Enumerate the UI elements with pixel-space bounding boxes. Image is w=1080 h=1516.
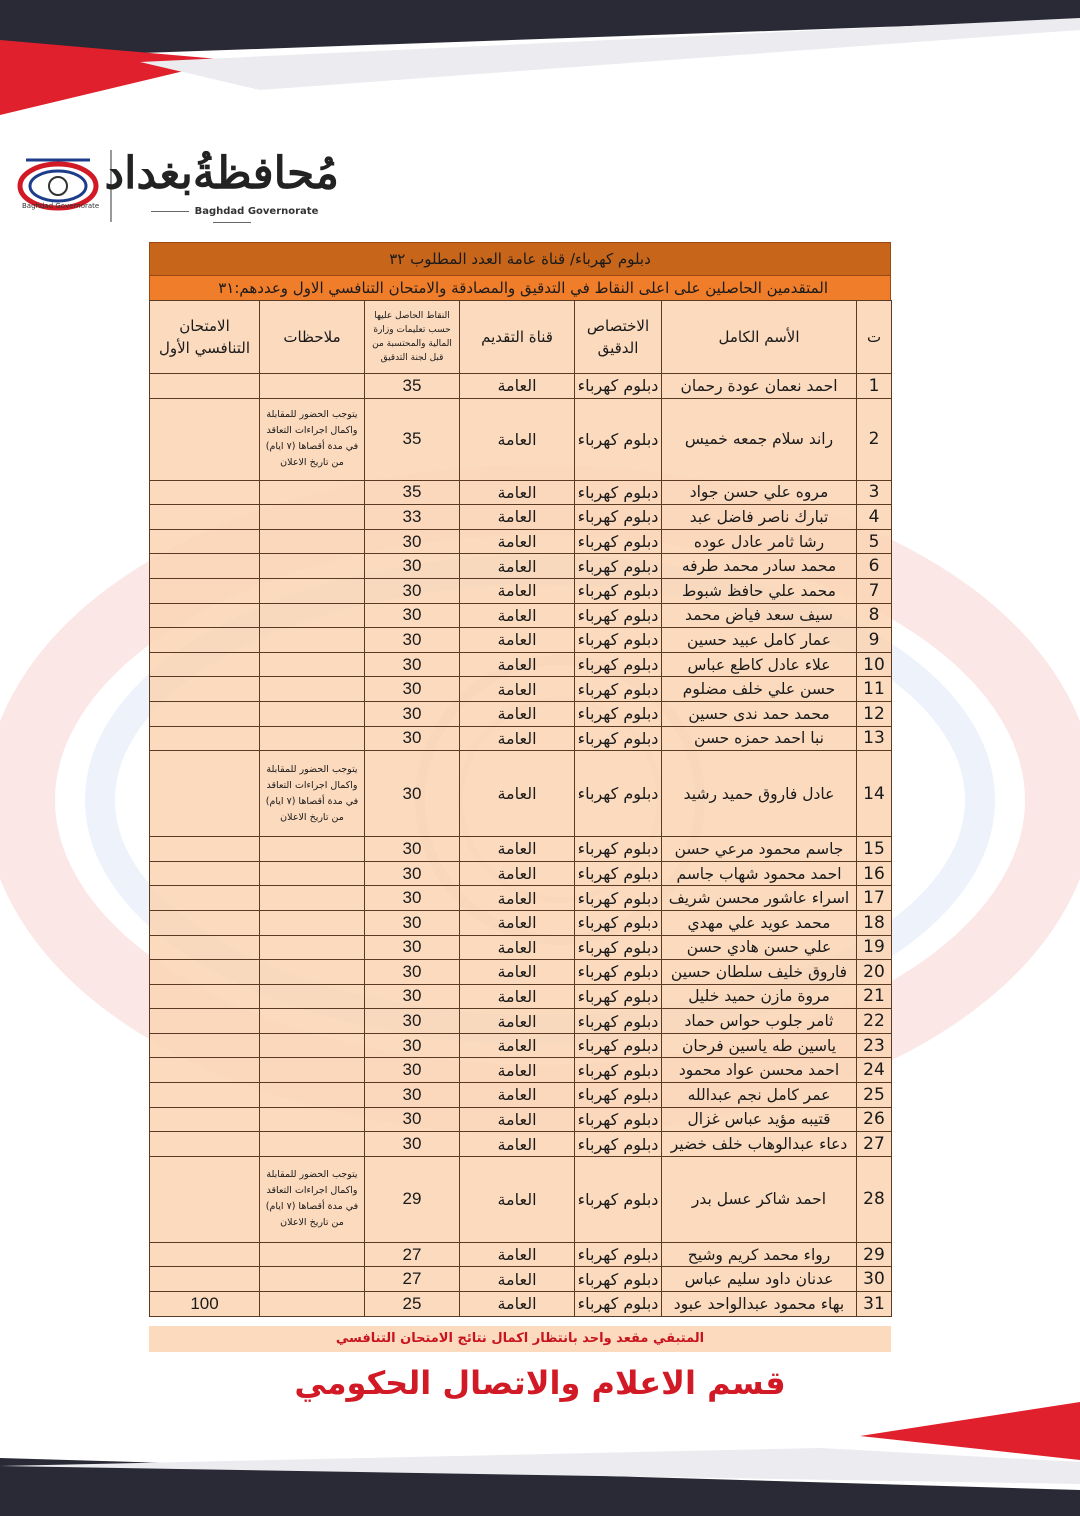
cell-points: 30 bbox=[365, 910, 460, 935]
cell-specialization: دبلوم كهرباء bbox=[575, 701, 662, 726]
cell-exam bbox=[150, 701, 260, 726]
table-row bbox=[150, 1267, 892, 1292]
cell-seq: 10 bbox=[857, 652, 892, 677]
cell-seq: 25 bbox=[857, 1083, 892, 1108]
cell-channel: العامة bbox=[460, 374, 575, 399]
cell-seq: 12 bbox=[857, 701, 892, 726]
cell-channel: العامة bbox=[460, 398, 575, 480]
cell-specialization: دبلوم كهرباء bbox=[575, 480, 662, 505]
cell-specialization: دبلوم كهرباء bbox=[575, 960, 662, 985]
cell-name: عادل فاروق حميد رشيد bbox=[662, 751, 857, 837]
cell-note bbox=[260, 1033, 365, 1058]
cell-specialization: دبلوم كهرباء bbox=[575, 984, 662, 1009]
cell-exam bbox=[150, 628, 260, 653]
cell-name: حسن علي خلف مضلوم bbox=[662, 677, 857, 702]
cell-exam bbox=[150, 1267, 260, 1292]
header-channel: قناة التقديم bbox=[460, 301, 575, 374]
cell-specialization: دبلوم كهرباء bbox=[575, 677, 662, 702]
table-row bbox=[150, 1083, 892, 1108]
cell-specialization: دبلوم كهرباء bbox=[575, 603, 662, 628]
cell-points: 27 bbox=[365, 1242, 460, 1267]
header-name: الأسم الكامل bbox=[662, 301, 857, 374]
cell-specialization: دبلوم كهرباء bbox=[575, 726, 662, 751]
cell-points: 30 bbox=[365, 1083, 460, 1108]
table-row bbox=[150, 751, 892, 837]
table-row bbox=[150, 578, 892, 603]
cell-specialization: دبلوم كهرباء bbox=[575, 1242, 662, 1267]
table-row bbox=[150, 529, 892, 554]
cell-seq: 19 bbox=[857, 935, 892, 960]
cell-note bbox=[260, 1107, 365, 1132]
cell-channel: العامة bbox=[460, 1292, 575, 1317]
cell-note bbox=[260, 505, 365, 530]
cell-exam bbox=[150, 1058, 260, 1083]
header-points: النقاط الحاصل عليها حسب تعليمات وزارة المالية والمحتسبة من قبل لجنة التدقيق bbox=[365, 301, 460, 374]
cell-seq: 7 bbox=[857, 578, 892, 603]
brand-arabic-title: مُحافظةُبغداد bbox=[104, 148, 339, 199]
cell-name: عمر كامل نجم عبدالله bbox=[662, 1083, 857, 1108]
cell-channel: العامة bbox=[460, 505, 575, 530]
cell-channel: العامة bbox=[460, 726, 575, 751]
cell-specialization: دبلوم كهرباء bbox=[575, 652, 662, 677]
cell-name: جاسم محمود مرعي حسن bbox=[662, 837, 857, 862]
cell-exam bbox=[150, 751, 260, 837]
table-row bbox=[150, 861, 892, 886]
cell-name: ياسين طه ياسين فرحان bbox=[662, 1033, 857, 1058]
cell-channel: العامة bbox=[460, 603, 575, 628]
cell-note bbox=[260, 480, 365, 505]
cell-name: عمار كامل عبيد حسين bbox=[662, 628, 857, 653]
cell-specialization: دبلوم كهرباء bbox=[575, 751, 662, 837]
cell-seq: 28 bbox=[857, 1156, 892, 1242]
table-header-row bbox=[150, 301, 892, 374]
cell-name: محمد سادر محمد طرفه bbox=[662, 554, 857, 579]
cell-exam bbox=[150, 837, 260, 862]
cell-channel: العامة bbox=[460, 837, 575, 862]
results-table bbox=[149, 300, 892, 1317]
table-row bbox=[150, 1009, 892, 1034]
cell-channel: العامة bbox=[460, 910, 575, 935]
cell-note bbox=[260, 374, 365, 399]
cell-channel: العامة bbox=[460, 1083, 575, 1108]
cell-name: علي حسن هادي حسن bbox=[662, 935, 857, 960]
cell-name: راند سلام جمعه خميس bbox=[662, 398, 857, 480]
cell-seq: 9 bbox=[857, 628, 892, 653]
table-body bbox=[150, 374, 892, 1317]
cell-points: 30 bbox=[365, 837, 460, 862]
cell-seq: 26 bbox=[857, 1107, 892, 1132]
table-row bbox=[150, 398, 892, 480]
bottom-decorative-band bbox=[0, 1396, 1080, 1516]
table-row bbox=[150, 1292, 892, 1317]
cell-seq: 1 bbox=[857, 374, 892, 399]
cell-specialization: دبلوم كهرباء bbox=[575, 935, 662, 960]
cell-name: محمد عويد علي مهدي bbox=[662, 910, 857, 935]
cell-exam bbox=[150, 554, 260, 579]
cell-specialization: دبلوم كهرباء bbox=[575, 1033, 662, 1058]
cell-points: 30 bbox=[365, 1033, 460, 1058]
cell-seq: 20 bbox=[857, 960, 892, 985]
cell-note bbox=[260, 628, 365, 653]
cell-channel: العامة bbox=[460, 1132, 575, 1157]
seal-caption: Baghdad Governorate bbox=[22, 202, 100, 210]
cell-exam bbox=[150, 726, 260, 751]
cell-specialization: دبلوم كهرباء bbox=[575, 1132, 662, 1157]
cell-exam bbox=[150, 677, 260, 702]
cell-points: 30 bbox=[365, 1107, 460, 1132]
cell-note bbox=[260, 1009, 365, 1034]
cell-seq: 6 bbox=[857, 554, 892, 579]
cell-exam bbox=[150, 578, 260, 603]
cell-seq: 21 bbox=[857, 984, 892, 1009]
cell-points: 27 bbox=[365, 1267, 460, 1292]
table-row bbox=[150, 505, 892, 530]
header-exam: الامتحان التنافسي الأول bbox=[150, 301, 260, 374]
cell-seq: 5 bbox=[857, 529, 892, 554]
cell-name: نبا احمد حمزه حسن bbox=[662, 726, 857, 751]
cell-specialization: دبلوم كهرباء bbox=[575, 886, 662, 911]
cell-exam bbox=[150, 1132, 260, 1157]
cell-channel: العامة bbox=[460, 861, 575, 886]
cell-exam bbox=[150, 1156, 260, 1242]
cell-note bbox=[260, 701, 365, 726]
cell-channel: العامة bbox=[460, 677, 575, 702]
cell-specialization: دبلوم كهرباء bbox=[575, 1156, 662, 1242]
cell-seq: 2 bbox=[857, 398, 892, 480]
table-row bbox=[150, 910, 892, 935]
cell-note bbox=[260, 984, 365, 1009]
cell-channel: العامة bbox=[460, 529, 575, 554]
table-row bbox=[150, 603, 892, 628]
cell-specialization: دبلوم كهرباء bbox=[575, 1058, 662, 1083]
cell-seq: 27 bbox=[857, 1132, 892, 1157]
cell-channel: العامة bbox=[460, 1107, 575, 1132]
header-notes: ملاحظات bbox=[260, 301, 365, 374]
cell-points: 30 bbox=[365, 886, 460, 911]
cell-channel: العامة bbox=[460, 751, 575, 837]
cell-name: اسراء عاشور محسن شريف bbox=[662, 886, 857, 911]
table-row bbox=[150, 726, 892, 751]
cell-channel: العامة bbox=[460, 1156, 575, 1242]
cell-name: احمد شاكر عسل بدر bbox=[662, 1156, 857, 1242]
cell-channel: العامة bbox=[460, 652, 575, 677]
cell-exam bbox=[150, 861, 260, 886]
cell-seq: 17 bbox=[857, 886, 892, 911]
cell-channel: العامة bbox=[460, 935, 575, 960]
table-row bbox=[150, 374, 892, 399]
cell-note bbox=[260, 886, 365, 911]
cell-points: 30 bbox=[365, 861, 460, 886]
cell-specialization: دبلوم كهرباء bbox=[575, 374, 662, 399]
cell-points: 35 bbox=[365, 480, 460, 505]
cell-specialization: دبلوم كهرباء bbox=[575, 910, 662, 935]
table-row bbox=[150, 1242, 892, 1267]
cell-channel: العامة bbox=[460, 554, 575, 579]
cell-note bbox=[260, 1083, 365, 1108]
cell-name: رشا ثامر عادل عوده bbox=[662, 529, 857, 554]
cell-points: 30 bbox=[365, 960, 460, 985]
cell-channel: العامة bbox=[460, 1058, 575, 1083]
table-row bbox=[150, 1058, 892, 1083]
cell-seq: 30 bbox=[857, 1267, 892, 1292]
cell-note bbox=[260, 1292, 365, 1317]
cell-seq: 11 bbox=[857, 677, 892, 702]
cell-points: 25 bbox=[365, 1292, 460, 1317]
cell-channel: العامة bbox=[460, 1267, 575, 1292]
cell-name: تبارك ناصر فاضل عبد bbox=[662, 505, 857, 530]
cell-points: 30 bbox=[365, 603, 460, 628]
cell-points: 29 bbox=[365, 1156, 460, 1242]
cell-exam bbox=[150, 505, 260, 530]
cell-name: محمد حمد ندى حسين bbox=[662, 701, 857, 726]
results-table-container bbox=[149, 242, 891, 1317]
cell-points: 35 bbox=[365, 398, 460, 480]
cell-points: 30 bbox=[365, 628, 460, 653]
cell-channel: العامة bbox=[460, 628, 575, 653]
cell-specialization: دبلوم كهرباء bbox=[575, 1267, 662, 1292]
cell-channel: العامة bbox=[460, 701, 575, 726]
cell-name: احمد نعمان عودة رحمان bbox=[662, 374, 857, 399]
cell-name: فاروق خليف سلطان حسين bbox=[662, 960, 857, 985]
cell-name: سيف سعد فياض محمد bbox=[662, 603, 857, 628]
cell-specialization: دبلوم كهرباء bbox=[575, 398, 662, 480]
cell-specialization: دبلوم كهرباء bbox=[575, 505, 662, 530]
header-seq: ت bbox=[857, 301, 892, 374]
cell-seq: 13 bbox=[857, 726, 892, 751]
table-row bbox=[150, 1156, 892, 1242]
table-row bbox=[150, 837, 892, 862]
cell-name: مروة مازن حميد خليل bbox=[662, 984, 857, 1009]
cell-note bbox=[260, 1132, 365, 1157]
cell-points: 30 bbox=[365, 1009, 460, 1034]
table-row bbox=[150, 1033, 892, 1058]
cell-points: 33 bbox=[365, 505, 460, 530]
cell-name: عدنان داود سليم عباس bbox=[662, 1267, 857, 1292]
table-row bbox=[150, 652, 892, 677]
table-row bbox=[150, 1107, 892, 1132]
cell-note bbox=[260, 1267, 365, 1292]
cell-points: 30 bbox=[365, 1058, 460, 1083]
table-row bbox=[150, 480, 892, 505]
cell-points: 30 bbox=[365, 1132, 460, 1157]
cell-exam bbox=[150, 1083, 260, 1108]
cell-exam bbox=[150, 374, 260, 399]
cell-note bbox=[260, 726, 365, 751]
cell-seq: 4 bbox=[857, 505, 892, 530]
cell-exam: 100 bbox=[150, 1292, 260, 1317]
table-row bbox=[150, 554, 892, 579]
cell-exam bbox=[150, 935, 260, 960]
cell-seq: 18 bbox=[857, 910, 892, 935]
cell-note bbox=[260, 960, 365, 985]
cell-name: علاء عادل كاطع عباس bbox=[662, 652, 857, 677]
cell-seq: 23 bbox=[857, 1033, 892, 1058]
cell-seq: 15 bbox=[857, 837, 892, 862]
cell-exam bbox=[150, 984, 260, 1009]
cell-points: 30 bbox=[365, 677, 460, 702]
cell-name: محمد علي حافظ شبوط bbox=[662, 578, 857, 603]
department-name: قسم الاعلام والاتصال الحكومي bbox=[294, 1364, 786, 1402]
cell-channel: العامة bbox=[460, 984, 575, 1009]
cell-exam bbox=[150, 398, 260, 480]
cell-points: 30 bbox=[365, 652, 460, 677]
cell-name: دعاء عبدالوهاب خلف خضير bbox=[662, 1132, 857, 1157]
cell-points: 30 bbox=[365, 529, 460, 554]
cell-note bbox=[260, 677, 365, 702]
cell-channel: العامة bbox=[460, 1033, 575, 1058]
cell-channel: العامة bbox=[460, 1242, 575, 1267]
table-row bbox=[150, 984, 892, 1009]
cell-points: 30 bbox=[365, 701, 460, 726]
cell-name: رواء محمد كريم وشيح bbox=[662, 1242, 857, 1267]
cell-exam bbox=[150, 910, 260, 935]
cell-points: 30 bbox=[365, 726, 460, 751]
cell-seq: 16 bbox=[857, 861, 892, 886]
table-row bbox=[150, 960, 892, 985]
cell-seq: 22 bbox=[857, 1009, 892, 1034]
cell-channel: العامة bbox=[460, 960, 575, 985]
cell-name: بهاء محمود عبدالواحد عبود bbox=[662, 1292, 857, 1317]
cell-note: يتوجب الحضور للمقابلة واكمال اجراءات التعاقد في مدة أقصاها (٧ ايام) من تاريخ الاعلان bbox=[260, 751, 365, 837]
cell-channel: العامة bbox=[460, 1009, 575, 1034]
cell-specialization: دبلوم كهرباء bbox=[575, 554, 662, 579]
cell-exam bbox=[150, 1107, 260, 1132]
cell-exam bbox=[150, 1009, 260, 1034]
cell-exam bbox=[150, 529, 260, 554]
header-specialization: الاختصاص الدقيق bbox=[575, 301, 662, 374]
cell-specialization: دبلوم كهرباء bbox=[575, 1292, 662, 1317]
table-subtitle: المتقدمين الحاصلين على اعلى النقاط في التدقيق والمصادقة والامتحان التنافسي الاول وعددهم:٣١ bbox=[149, 275, 891, 300]
cell-specialization: دبلوم كهرباء bbox=[575, 1107, 662, 1132]
cell-note bbox=[260, 603, 365, 628]
cell-note bbox=[260, 578, 365, 603]
cell-specialization: دبلوم كهرباء bbox=[575, 1009, 662, 1034]
cell-note: يتوجب الحضور للمقابلة واكمال اجراءات التعاقد في مدة أقصاها (٧ ايام) من تاريخ الاعلان bbox=[260, 1156, 365, 1242]
cell-points: 30 bbox=[365, 578, 460, 603]
cell-points: 35 bbox=[365, 374, 460, 399]
cell-name: احمد محمود شهاب جاسم bbox=[662, 861, 857, 886]
cell-seq: 3 bbox=[857, 480, 892, 505]
cell-note: يتوجب الحضور للمقابلة واكمال اجراءات التعاقد في مدة أقصاها (٧ ايام) من تاريخ الاعلان bbox=[260, 398, 365, 480]
cell-name: ثامر جلوب حواس حماد bbox=[662, 1009, 857, 1034]
cell-specialization: دبلوم كهرباء bbox=[575, 837, 662, 862]
top-decorative-band bbox=[0, 0, 1080, 120]
governorate-logo bbox=[12, 140, 342, 230]
cell-points: 30 bbox=[365, 935, 460, 960]
cell-points: 30 bbox=[365, 554, 460, 579]
cell-exam bbox=[150, 960, 260, 985]
cell-note bbox=[260, 1058, 365, 1083]
cell-specialization: دبلوم كهرباء bbox=[575, 861, 662, 886]
cell-channel: العامة bbox=[460, 480, 575, 505]
cell-note bbox=[260, 529, 365, 554]
cell-exam bbox=[150, 480, 260, 505]
cell-exam bbox=[150, 603, 260, 628]
cell-points: 30 bbox=[365, 984, 460, 1009]
cell-name: احمد محسن عواد محمود bbox=[662, 1058, 857, 1083]
cell-seq: 14 bbox=[857, 751, 892, 837]
cell-seq: 24 bbox=[857, 1058, 892, 1083]
cell-exam bbox=[150, 886, 260, 911]
cell-points: 30 bbox=[365, 751, 460, 837]
cell-name: مروه علي حسن جواد bbox=[662, 480, 857, 505]
cell-seq: 31 bbox=[857, 1292, 892, 1317]
table-title: دبلوم كهرباء/ قناة عامة العدد المطلوب ٣٢ bbox=[149, 242, 891, 275]
cell-note bbox=[260, 910, 365, 935]
cell-note bbox=[260, 861, 365, 886]
cell-exam bbox=[150, 1242, 260, 1267]
cell-name: قتيبه مؤيد عباس غزال bbox=[662, 1107, 857, 1132]
cell-note bbox=[260, 652, 365, 677]
cell-specialization: دبلوم كهرباء bbox=[575, 578, 662, 603]
table-row bbox=[150, 628, 892, 653]
cell-specialization: دبلوم كهرباء bbox=[575, 1083, 662, 1108]
table-row bbox=[150, 886, 892, 911]
cell-specialization: دبلوم كهرباء bbox=[575, 529, 662, 554]
table-row bbox=[150, 677, 892, 702]
table-row bbox=[150, 1132, 892, 1157]
cell-note bbox=[260, 837, 365, 862]
footer-note: المتبقي مقعد واحد بانتظار اكمال نتائج الامتحان التنافسي bbox=[149, 1326, 891, 1352]
table-row bbox=[150, 935, 892, 960]
cell-seq: 29 bbox=[857, 1242, 892, 1267]
cell-seq: 8 bbox=[857, 603, 892, 628]
cell-channel: العامة bbox=[460, 886, 575, 911]
cell-exam bbox=[150, 652, 260, 677]
cell-channel: العامة bbox=[460, 578, 575, 603]
table-row bbox=[150, 701, 892, 726]
cell-note bbox=[260, 554, 365, 579]
cell-specialization: دبلوم كهرباء bbox=[575, 628, 662, 653]
cell-note bbox=[260, 935, 365, 960]
cell-note bbox=[260, 1242, 365, 1267]
brand-english-title: Baghdad Governorate bbox=[124, 206, 339, 228]
cell-exam bbox=[150, 1033, 260, 1058]
